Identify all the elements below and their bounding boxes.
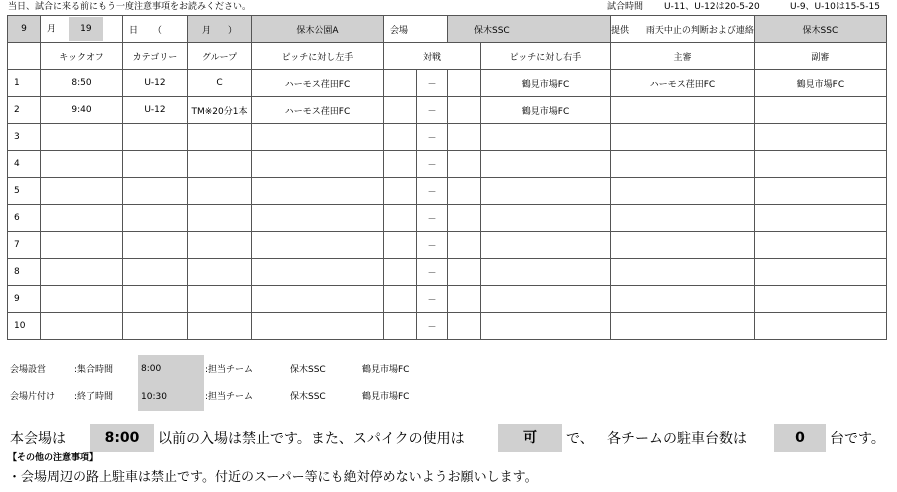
table-row [8,313,887,340]
table-row [8,70,887,97]
row-blank-b [448,70,481,97]
row-assistant [754,124,886,151]
row-category [123,124,188,151]
row-right-team: 鶴見市場FC [481,97,611,124]
row-vs: － [417,70,448,97]
col-left-team: ピッチに対し左手 [252,43,384,70]
row-category [123,313,188,340]
month-unit-text: 月 [47,24,57,35]
setup-team-label: :担当チーム [205,365,254,375]
row-category [123,178,188,205]
rules-spike: 可 [498,424,562,452]
row-group [188,259,252,286]
row-right-team: 鶴見市場FC [481,70,611,97]
col-referee: 主審 [611,43,755,70]
row-blank-a [384,151,417,178]
row-assistant: 鶴見市場FC [754,70,886,97]
row-left-team [252,313,384,340]
rules-mid1: 以前の入場は禁止です。また、スパイクの使用は [158,431,465,447]
provider-rain-cell [611,16,755,43]
row-left-team [252,178,384,205]
table-row [8,97,887,124]
col-kickoff: キックオフ [41,43,123,70]
rules-prefix: 本会場は [10,431,66,447]
column-header-row [8,43,887,70]
row-left-team: ハーモス荏田FC [252,97,384,124]
row-group: TM※20分1本 [188,97,252,124]
cleanup-time: 10:30 [138,383,204,411]
table-row [8,232,887,259]
day-value: 19 [69,17,103,41]
rules-suffix: 台です。 [830,431,885,447]
setup-time-label: :集合時間 [74,365,114,375]
row-number: 3 [8,124,41,151]
row-vs: － [417,151,448,178]
row-number: 4 [8,151,41,178]
row-left-team: ハーモス荏田FC [252,70,384,97]
schedule-table [7,15,887,340]
other-note: ・会場周辺の路上駐車は禁止です。付近のスーパー等にも絶対停めないようお願いします。 [8,470,538,485]
row-referee [611,259,755,286]
table-row [8,205,887,232]
rules-entry-time: 8:00 [90,424,154,452]
col-group: グループ [188,43,252,70]
match-time-label: 試合時間 [607,2,644,12]
row-right-team [481,205,611,232]
table-row [8,259,887,286]
row-vs: － [417,259,448,286]
row-right-team [481,259,611,286]
row-vs: － [417,124,448,151]
table-row [8,124,887,151]
row-assistant [754,286,886,313]
table-row [8,151,887,178]
notice-text: 当日、試合に来る前にもう一度注意事項をお読みください。 [8,2,252,12]
row-blank-b [448,232,481,259]
row-number: 10 [8,313,41,340]
row-blank-b [448,151,481,178]
row-blank-a [384,124,417,151]
row-group [188,286,252,313]
row-left-team [252,286,384,313]
row-kickoff [41,178,123,205]
row-number: 6 [8,205,41,232]
row-kickoff [41,313,123,340]
row-kickoff [41,124,123,151]
row-number: 2 [8,97,41,124]
paren-open: （ [152,25,162,36]
row-kickoff: 9:40 [41,97,123,124]
row-referee [611,124,755,151]
venue-label: 会場 [384,16,448,43]
row-left-team [252,232,384,259]
row-referee [611,232,755,259]
row-vs: － [417,205,448,232]
cleanup-time-label: :終了時間 [74,392,114,402]
table-row [8,286,887,313]
rules-mid2: で、 [566,431,594,447]
venue-name: 保木公園A [252,16,384,43]
row-right-team [481,313,611,340]
row-blank-a [384,205,417,232]
rain-contact: 保木SSC [754,16,886,43]
row-vs: － [417,313,448,340]
row-referee [611,151,755,178]
row-blank-a [384,259,417,286]
row-blank-a [384,232,417,259]
row-left-team [252,205,384,232]
row-referee [611,97,755,124]
row-blank-b [448,97,481,124]
col-category: カテゴリー [123,43,188,70]
row-group [188,151,252,178]
row-group [188,232,252,259]
row-blank-b [448,124,481,151]
row-blank-b [448,259,481,286]
row-vs: － [417,232,448,259]
month-unit [41,16,123,43]
venue-team: 保木SSC [474,25,510,36]
row-blank-b [448,178,481,205]
cleanup-team2: 鶴見市場FC [362,392,410,402]
row-category [123,259,188,286]
col-assistant: 副審 [754,43,886,70]
row-referee: ハーモス荏田FC [611,70,755,97]
match-time-u9-u10: U-9、U-10は15-5-15 [790,2,880,12]
cleanup-team-label: :担当チーム [205,392,254,402]
row-group [188,313,252,340]
table-row [8,178,887,205]
provider-label: 提供 [611,25,630,36]
setup-label: 会場設営 [10,365,47,375]
row-number: 7 [8,232,41,259]
venue-team-cell [448,16,611,43]
col-match: 対戦 [384,43,481,70]
row-referee [611,286,755,313]
row-number: 5 [8,178,41,205]
row-category [123,205,188,232]
row-right-team [481,124,611,151]
row-category [123,151,188,178]
day-unit: 日 [129,25,139,36]
row-kickoff [41,259,123,286]
row-kickoff [41,205,123,232]
row-kickoff [41,232,123,259]
weekday-value: 月 [202,25,212,36]
row-blank-a [384,70,417,97]
rules-parking: 0 [774,424,826,452]
row-category: U-12 [123,97,188,124]
cleanup-team1: 保木SSC [290,392,326,402]
row-category [123,286,188,313]
row-vs: － [417,178,448,205]
row-group [188,124,252,151]
row-right-team [481,151,611,178]
row-vs: － [417,286,448,313]
row-vs: － [417,97,448,124]
row-right-team [481,232,611,259]
row-referee [611,178,755,205]
row-assistant [754,151,886,178]
setup-team1: 保木SSC [290,365,326,375]
row-referee [611,205,755,232]
row-category: U-12 [123,70,188,97]
rain-label: 雨天中止の判断および連絡 [645,25,754,36]
cleanup-label: 会場片付け [10,392,56,402]
row-group [188,205,252,232]
paren-close: ） [227,25,237,36]
setup-time: 8:00 [138,355,204,383]
month-value: 9 [8,16,41,43]
row-referee [611,313,755,340]
row-number: 1 [8,70,41,97]
row-number: 9 [8,286,41,313]
row-kickoff [41,286,123,313]
row-blank-a [384,178,417,205]
row-number: 8 [8,259,41,286]
row-group [188,178,252,205]
col-right-team: ピッチに対し右手 [481,43,611,70]
row-left-team [252,124,384,151]
row-blank-a [384,286,417,313]
row-group: C [188,70,252,97]
row-assistant [754,178,886,205]
row-right-team [481,178,611,205]
info-row [8,16,887,43]
match-time-u11-u12: U-11、U-12は20-5-20 [664,2,760,12]
row-assistant [754,205,886,232]
other-heading: 【その他の注意事項】 [8,453,99,463]
row-blank-b [448,313,481,340]
row-assistant [754,259,886,286]
day-unit-cell [123,16,188,43]
row-blank-b [448,286,481,313]
row-kickoff: 8:50 [41,70,123,97]
row-assistant [754,232,886,259]
row-right-team [481,286,611,313]
row-assistant [754,97,886,124]
row-blank-b [448,205,481,232]
row-kickoff [41,151,123,178]
row-left-team [252,259,384,286]
row-assistant [754,313,886,340]
row-category [123,232,188,259]
row-blank-a [384,313,417,340]
row-left-team [252,151,384,178]
weekday-cell [188,16,252,43]
row-blank-a [384,97,417,124]
rules-mid3: 各チームの駐車台数は [607,431,747,447]
setup-team2: 鶴見市場FC [362,365,410,375]
